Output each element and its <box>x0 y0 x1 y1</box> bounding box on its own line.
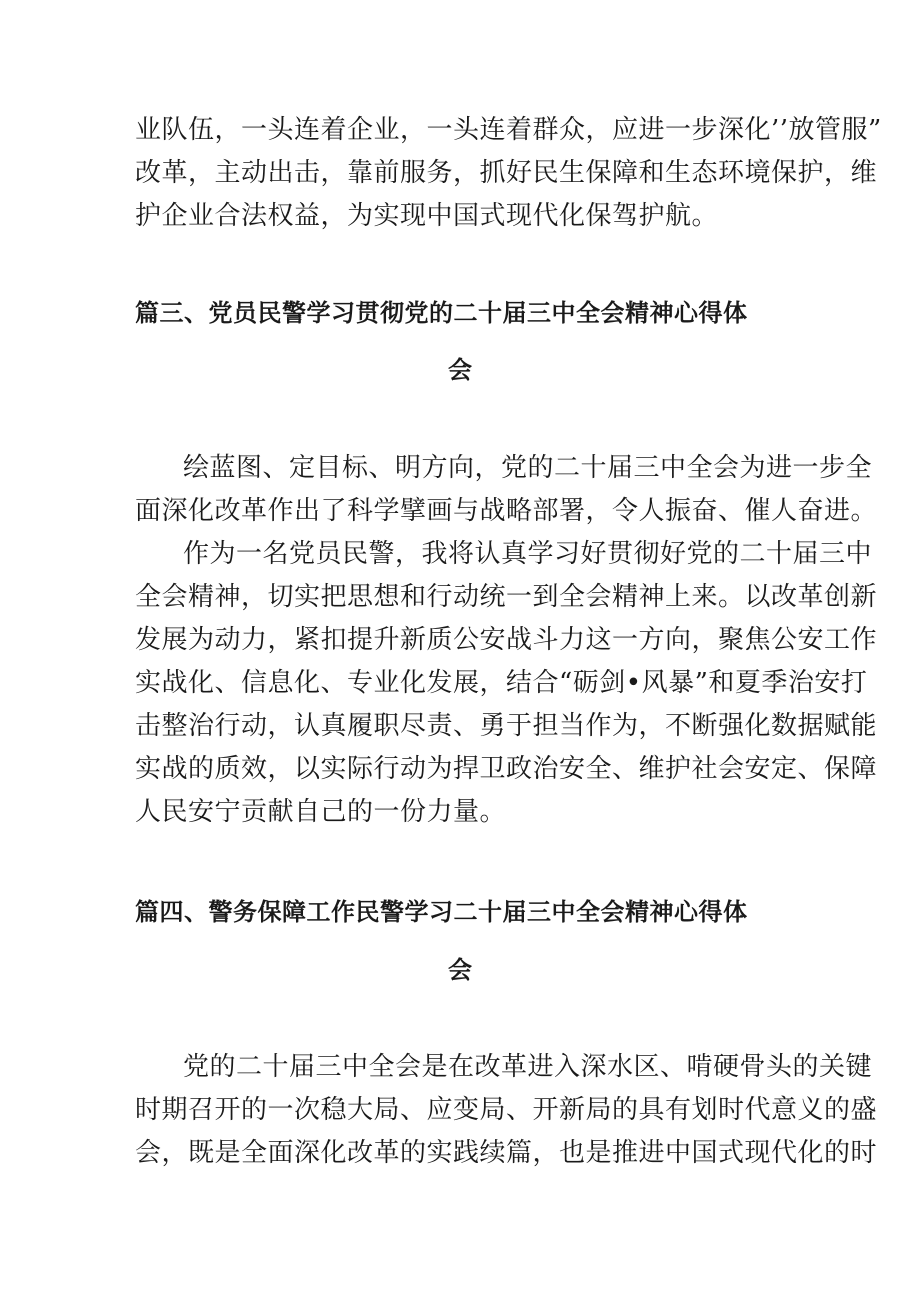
paragraph-first-line: 作为一名党员民警，我将认真学习好贯彻好党的二十届三中 <box>183 539 873 569</box>
body-text-line: 人民安宁贡献自己的一份力量。 <box>135 797 507 827</box>
body-text-line: 护企业合法权益，为实现中国式现代化保驾护航。 <box>135 201 719 231</box>
body-text-line: 实战化、信息化、专业化发展，结合“砺剑•风暴”和夏季治安打 <box>135 668 868 698</box>
paragraph-first-line: 党的二十届三中全会是在改革进入深水区、啃硬骨头的关键 <box>183 1052 873 1082</box>
body-text-line: 改革，主动出击，靠前服务，抓好民生保障和生态环境保护，维 <box>135 158 878 188</box>
section-heading: 篇四、警务保障工作民警学习二十届三中全会精神心得体 <box>135 898 748 926</box>
body-text-line: 会，既是全面深化改革的实践续篇，也是推进中国式现代化的时 <box>135 1138 878 1168</box>
section-heading-continuation: 会 <box>448 956 472 984</box>
section-heading: 篇三、党员民警学习贯彻党的二十届三中全会精神心得体 <box>135 299 748 327</box>
body-text-line: 击整治行动，认真履职尽责、勇于担当作为，不断强化数据赋能 <box>135 711 878 741</box>
body-text-line: 发展为动力，紧扣提升新质公安战斗力这一方向，聚焦公安工作 <box>135 625 878 655</box>
body-text-line: 全会精神，切实把思想和行动统一到全会精神上来。以改革创新 <box>135 582 878 612</box>
paragraph-first-line: 绘蓝图、定目标、明方向，党的二十届三中全会为进一步全 <box>183 453 873 483</box>
body-text-line: 时期召开的一次稳大局、应变局、开新局的具有划时代意义的盛 <box>135 1095 878 1125</box>
body-text-line: 业队伍，一头连着企业，一头连着群众，应进一步深化’’放管服” <box>135 115 882 145</box>
body-text-line: 面深化改革作出了科学擘画与战略部署，令人振奋、催人奋进。 <box>135 496 878 526</box>
section-heading-continuation: 会 <box>448 356 472 384</box>
body-text-line: 实战的质效，以实际行动为捍卫政治安全、维护社会安定、保障 <box>135 754 878 784</box>
